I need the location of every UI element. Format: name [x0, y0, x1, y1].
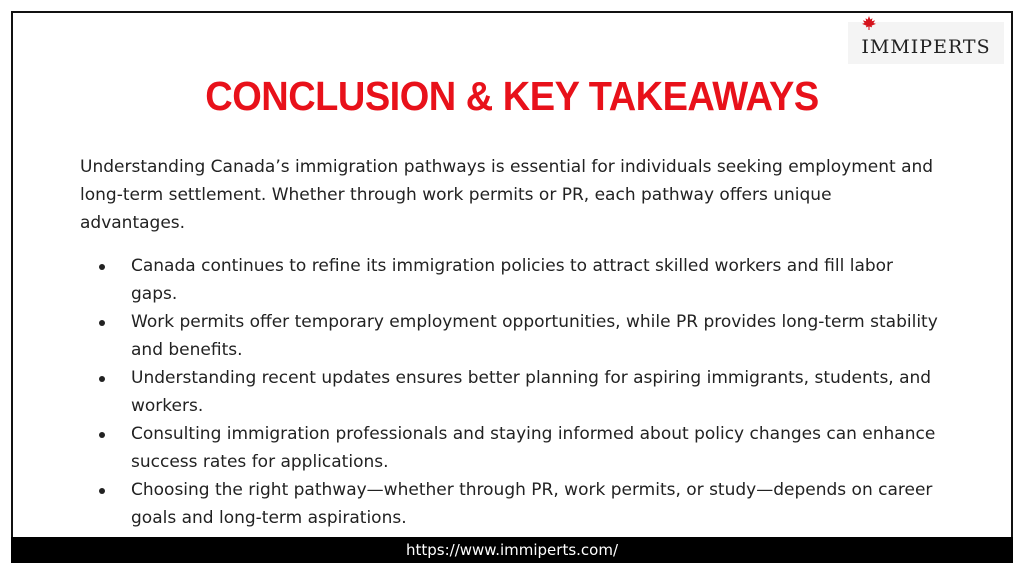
- logo-text: IMMIPERTS: [861, 36, 991, 58]
- list-item-text: Work permits offer temporary employment opportunities, while PR provides long-term stability and benefits.: [131, 312, 938, 360]
- list-item-text: Canada continues to refine its immigration policies to attract skilled workers and fill labor gaps.: [131, 256, 894, 304]
- bullet-icon: [99, 264, 105, 270]
- list-item-text: Choosing the right pathway—whether through PR, work permits, or study—depends on career goals and long-term aspirations.: [131, 480, 933, 528]
- list-item-text: Consulting immigration professionals and staying informed about policy changes can enhance success rates for applications.: [131, 424, 936, 472]
- list-item-text: Understanding recent updates ensures better planning for aspiring immigrants, students, and workers.: [131, 368, 932, 416]
- slide-title: CONCLUSION & KEY TAKEAWAYS: [205, 74, 819, 120]
- takeaways-list: [80, 252, 940, 532]
- website-link[interactable]: https://www.immiperts.com/: [406, 541, 618, 559]
- footer-bar: [11, 537, 1013, 563]
- list-item: [80, 476, 940, 532]
- maple-leaf-icon: [860, 16, 878, 30]
- bullet-icon: [99, 488, 105, 494]
- intro-paragraph: Understanding Canada’s immigration pathways is essential for individuals seeking employment and long-term settlement. Whether through work permits or PR, each pathway offers unique advantages.: [80, 157, 934, 233]
- company-logo: [848, 22, 1004, 64]
- bullet-icon: [99, 432, 105, 438]
- list-item: [80, 308, 940, 364]
- bullet-icon: [99, 376, 105, 382]
- list-item: [80, 364, 940, 420]
- bullet-icon: [99, 320, 105, 326]
- list-item: [80, 420, 940, 476]
- list-item: [80, 252, 940, 308]
